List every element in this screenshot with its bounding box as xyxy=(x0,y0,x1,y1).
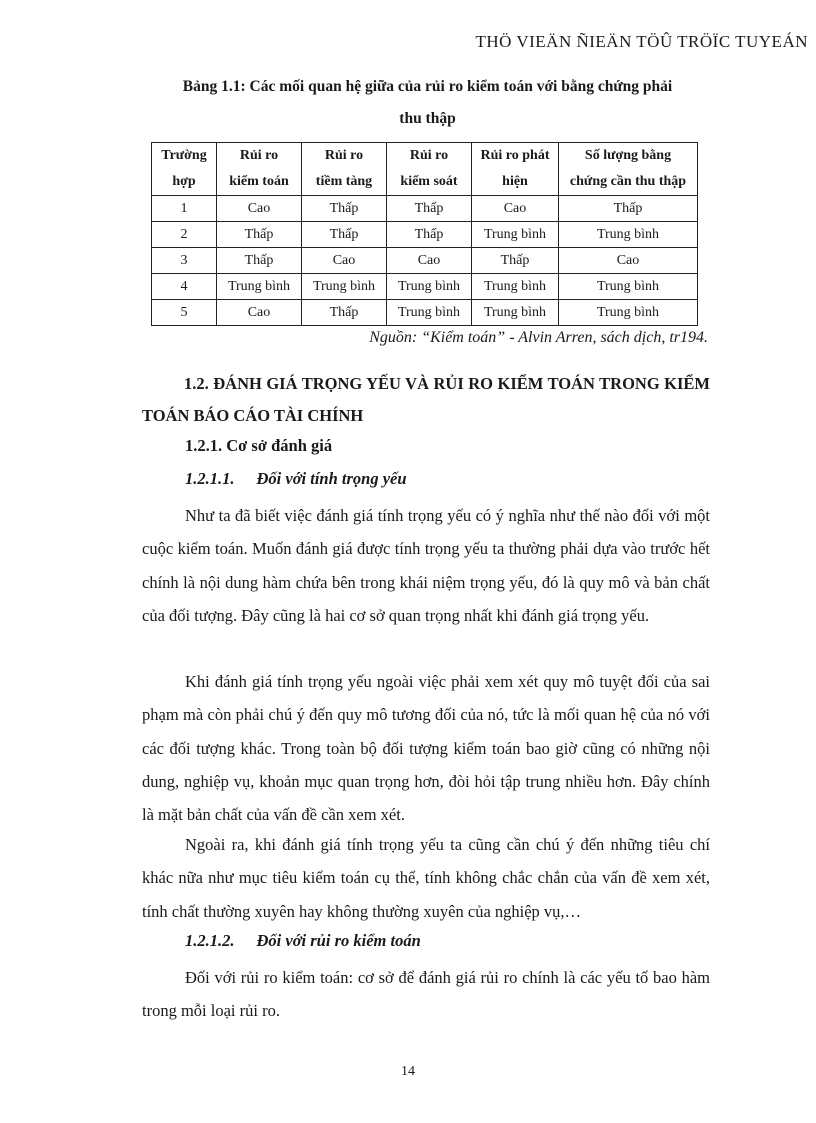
table-row xyxy=(152,274,698,300)
header-cell-case: Trường hợp xyxy=(152,143,217,196)
table-cell: Trung bình xyxy=(387,274,472,300)
table-cell: Thấp xyxy=(217,222,302,248)
table-cell: Thấp xyxy=(387,222,472,248)
body-paragraph: Ngoài ra, khi đánh giá tính trọng yếu ta cũng cần chú ý đến những tiêu chí khác nữa như mục tiêu kiểm toán cụ thể, tính không chắc chắn của vấn đề xem xét, tính chất thường xuyên hay không thường xuyên của nghiệp vụ,… xyxy=(142,835,710,921)
table-cell: 1 xyxy=(152,196,217,222)
table-cell: Trung bình xyxy=(472,222,559,248)
table-caption-line2: thu thập xyxy=(399,110,456,127)
table-cell: Trung bình xyxy=(217,274,302,300)
section-heading-1-2-1: 1.2.1. Cơ sở đánh giá xyxy=(185,436,333,455)
section-number: 1.2.1.1. xyxy=(185,469,235,488)
table-cell: Thấp xyxy=(559,196,698,222)
table-cell: Trung bình xyxy=(302,274,387,300)
section-number: 1.2.1.2. xyxy=(185,931,235,950)
table-cell: Cao xyxy=(387,248,472,274)
table-row xyxy=(152,248,698,274)
table-cell: Trung bình xyxy=(387,300,472,326)
table-cell: Trung bình xyxy=(559,274,698,300)
page-header-text: THÖ VIEÄN ÑIEÄN TÖÛ TRÖÏC TUYEÁN xyxy=(475,32,808,51)
table-cell: Trung bình xyxy=(472,300,559,326)
table-cell: Cao xyxy=(472,196,559,222)
table-cell: Thấp xyxy=(302,300,387,326)
table-cell: Thấp xyxy=(217,248,302,274)
section-title: Đối với rủi ro kiểm toán xyxy=(256,931,421,950)
table-row xyxy=(152,196,698,222)
header-cell-evidence-amount: Số lượng bằng chứng cần thu thập xyxy=(559,143,698,196)
header-cell-detection-risk: Rủi ro phát hiện xyxy=(472,143,559,196)
table-caption-line1: Bảng 1.1: Các mối quan hệ giữa của rủi ro kiểm toán với bằng chứng phải xyxy=(182,78,673,95)
table-cell: 4 xyxy=(152,274,217,300)
table-cell: 3 xyxy=(152,248,217,274)
table-row xyxy=(152,300,698,326)
header-cell-inherent-risk: Rủi ro tiềm tàng xyxy=(302,143,387,196)
section-heading-1-2-1-1 xyxy=(185,469,407,489)
table-cell: 5 xyxy=(152,300,217,326)
table-source-note: Nguồn: “Kiểm toán” - Alvin Arren, sách dịch, tr194. xyxy=(369,329,708,346)
table-cell: Thấp xyxy=(302,196,387,222)
body-paragraph: Như ta đã biết việc đánh giá tính trọng yếu có ý nghĩa như thế nào đối với một cuộc kiểm toán. Muốn đánh giá được tính trọng yếu ta thường phải dựa vào trước hết chính là nội dung hàm chứa bên trong khái niệm trọng yếu, đó là quy mô và bản chất của đối tượng. Đây cũng là hai cơ sở quan trọng nhất khi đánh giá trọng yếu. xyxy=(142,506,710,625)
table-cell: Cao xyxy=(217,300,302,326)
body-paragraph: Khi đánh giá tính trọng yếu ngoài việc phải xem xét quy mô tuyệt đối của sai phạm mà còn phải chú ý đến quy mô tương đối của nó, tức là mối quan hệ của nó với các đối tượng khác. Trong toàn bộ đối tượng kiểm toán bao giờ cũng có những nội dung, nghiệp vụ, khoản mục quan trọng hơn, đòi hỏi tập trung nhiều hơn. Đây chính là mặt bản chất của vấn đề cần xem xét. xyxy=(142,672,710,825)
table-cell: Thấp xyxy=(387,196,472,222)
section-title: Đối với tính trọng yếu xyxy=(256,469,407,488)
section-heading-1-2-1-2 xyxy=(185,931,421,951)
table-cell: 2 xyxy=(152,222,217,248)
section-heading-1-2: 1.2. ĐÁNH GIÁ TRỌNG YẾU VÀ RỦI RO KIỂM TOÁN TRONG KIỂM TOÁN BÁO CÁO TÀI CHÍNH xyxy=(142,374,710,425)
body-paragraph: Đối với rủi ro kiểm toán: cơ sở để đánh giá rủi ro chính là các yếu tố bao hàm trong mỗi loại rủi ro. xyxy=(142,968,710,1021)
table-header-row xyxy=(152,143,698,196)
page-number: 14 xyxy=(401,1064,415,1079)
table-cell: Cao xyxy=(559,248,698,274)
risk-evidence-table xyxy=(151,142,698,326)
table-cell: Trung bình xyxy=(559,222,698,248)
table-cell: Cao xyxy=(302,248,387,274)
table-row xyxy=(152,222,698,248)
table-cell: Thấp xyxy=(472,248,559,274)
table-cell: Trung bình xyxy=(472,274,559,300)
table-cell: Trung bình xyxy=(559,300,698,326)
header-cell-audit-risk: Rủi ro kiểm toán xyxy=(217,143,302,196)
table-cell: Cao xyxy=(217,196,302,222)
header-cell-control-risk: Rủi ro kiểm soát xyxy=(387,143,472,196)
table-cell: Thấp xyxy=(302,222,387,248)
